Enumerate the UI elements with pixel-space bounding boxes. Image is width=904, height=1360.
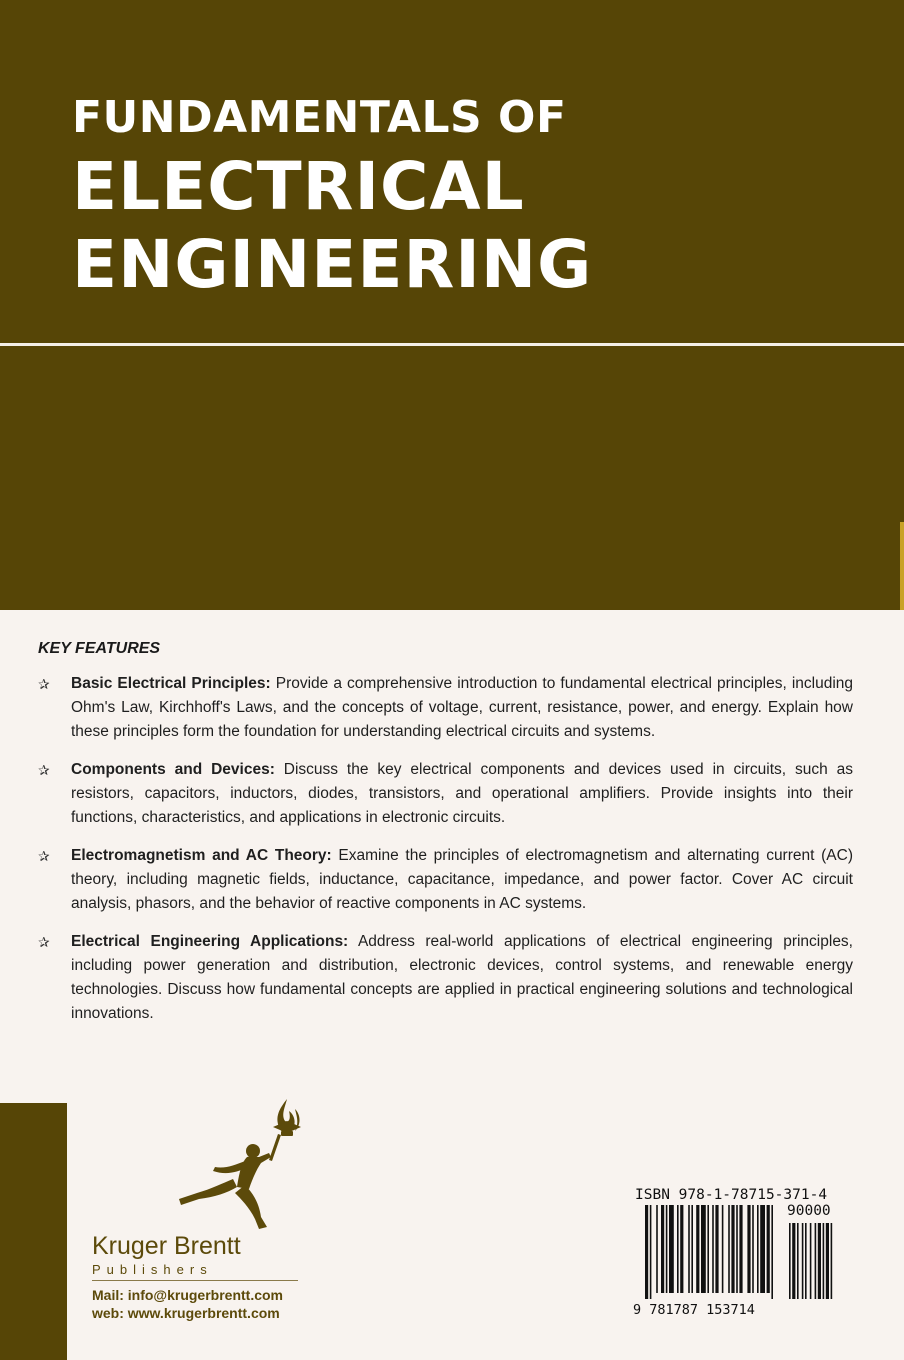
torch-runner-icon [175,1095,310,1240]
key-features-heading: KEY FEATURES [38,640,161,657]
publisher-web: web: www.krugerbrentt.com [92,1305,280,1321]
barcode-bar [728,1205,730,1293]
barcode-bar [739,1205,742,1293]
feature-text: Address real-world applications of electrical engineering principles, including power generation and distribution, electronic devices, control systems, and renewable energy technologies. Discuss how fundamental concepts are applied in practical engineering solutions and technological innovations. [71,933,853,1022]
feature-text: Examine the principles of electromagnetism and alternating current (AC) theory, including magnetic fields, inductance, capacitance, impedance, and power factor. Cover AC circuit analysis, phasors, and the behavior of reactive components in AC systems. [71,847,853,912]
barcode-bar [771,1205,773,1299]
feature-title: Electromagnetism and AC Theory: [71,847,332,864]
barcode-bar [691,1205,693,1293]
barcode-bar [731,1205,734,1293]
feature-item [38,672,853,744]
barcode-addon-bar [810,1223,812,1299]
key-features [38,640,853,1040]
publisher-subtitle: Publishers [92,1262,213,1277]
barcode-bar [752,1205,754,1293]
star-bullet-icon: ✰ [38,848,50,864]
barcode-bar [680,1205,683,1293]
feature-title: Electrical Engineering Applications: [71,933,349,950]
star-bullet-icon: ✰ [38,762,50,778]
barcode-bar [656,1205,658,1293]
isbn-label: ISBN 978-1-78715-371-4 [635,1187,828,1203]
corner-block [0,1103,67,1360]
publisher-name: Kruger Brentt [92,1232,241,1260]
feature-text: Discuss the key electrical components and devices used in circuits, such as resistors, capacitors, inductors, diodes, transistors, and operational amplifiers. Provide insights into their functions, characteristics, and applications in electronic circuits. [71,761,853,826]
barcode-bar [747,1205,750,1293]
price-code: 90000 [787,1203,831,1219]
barcode-addon-bar [802,1223,804,1299]
publisher-divider [92,1280,298,1281]
barcode-bar [707,1205,709,1293]
barcode-addon-bar [823,1223,825,1299]
cover-band [0,0,904,610]
publisher-mail: Mail: info@krugerbrentt.com [92,1287,283,1303]
barcode-bar [736,1205,738,1293]
features-list [38,672,853,1026]
barcode-bar [669,1205,674,1293]
barcode-bar [650,1205,652,1299]
title-line-3: ENGINEERING [72,226,593,303]
feature-item [38,758,853,830]
barcode-addon-bar [805,1223,807,1299]
spine-accent [900,522,904,610]
barcode-addon-bar [815,1223,817,1299]
barcode-bar [677,1205,679,1293]
barcode-bar [767,1205,770,1293]
barcode-bar [661,1205,664,1293]
feature-title: Basic Electrical Principles: [71,675,271,692]
title-line-2: ELECTRICAL [72,148,525,225]
feature-item [38,844,853,916]
barcode-bar [715,1205,718,1293]
barcode-addon-bar [826,1223,829,1299]
barcode-addon-bar [789,1223,791,1299]
feature-title: Components and Devices: [71,761,275,778]
feature-item [38,930,853,1026]
title-line-1: FUNDAMENTALS OF [72,92,567,143]
barcode-bar [757,1205,759,1293]
barcode-bar [696,1205,699,1293]
barcode-addon-bar [818,1223,821,1299]
star-bullet-icon: ✰ [38,676,50,692]
barcode-addon-bar [792,1223,795,1299]
barcode-bar [688,1205,690,1293]
star-bullet-icon: ✰ [38,934,50,950]
barcode-addon-bar [831,1223,833,1299]
barcode-bar [701,1205,706,1293]
isbn-digits: 9 781787 153714 [633,1302,755,1318]
barcode-bar [712,1205,714,1293]
barcode-bar [645,1205,648,1299]
title-divider [0,343,904,346]
barcode-bar [760,1205,765,1293]
feature-text: Provide a comprehensive introduction to fundamental electrical principles, including Ohm's Law, Kirchhoff's Laws, and the concepts of voltage, current, resistance, power, and energy. Explain how these principles form the foundation for understanding electrical circuits and systems. [71,675,853,740]
barcode-bar [666,1205,668,1293]
barcode [633,1205,841,1303]
isbn-barcode-block [633,1185,841,1325]
barcode-addon-bar [797,1223,799,1299]
barcode-bar [722,1205,724,1293]
